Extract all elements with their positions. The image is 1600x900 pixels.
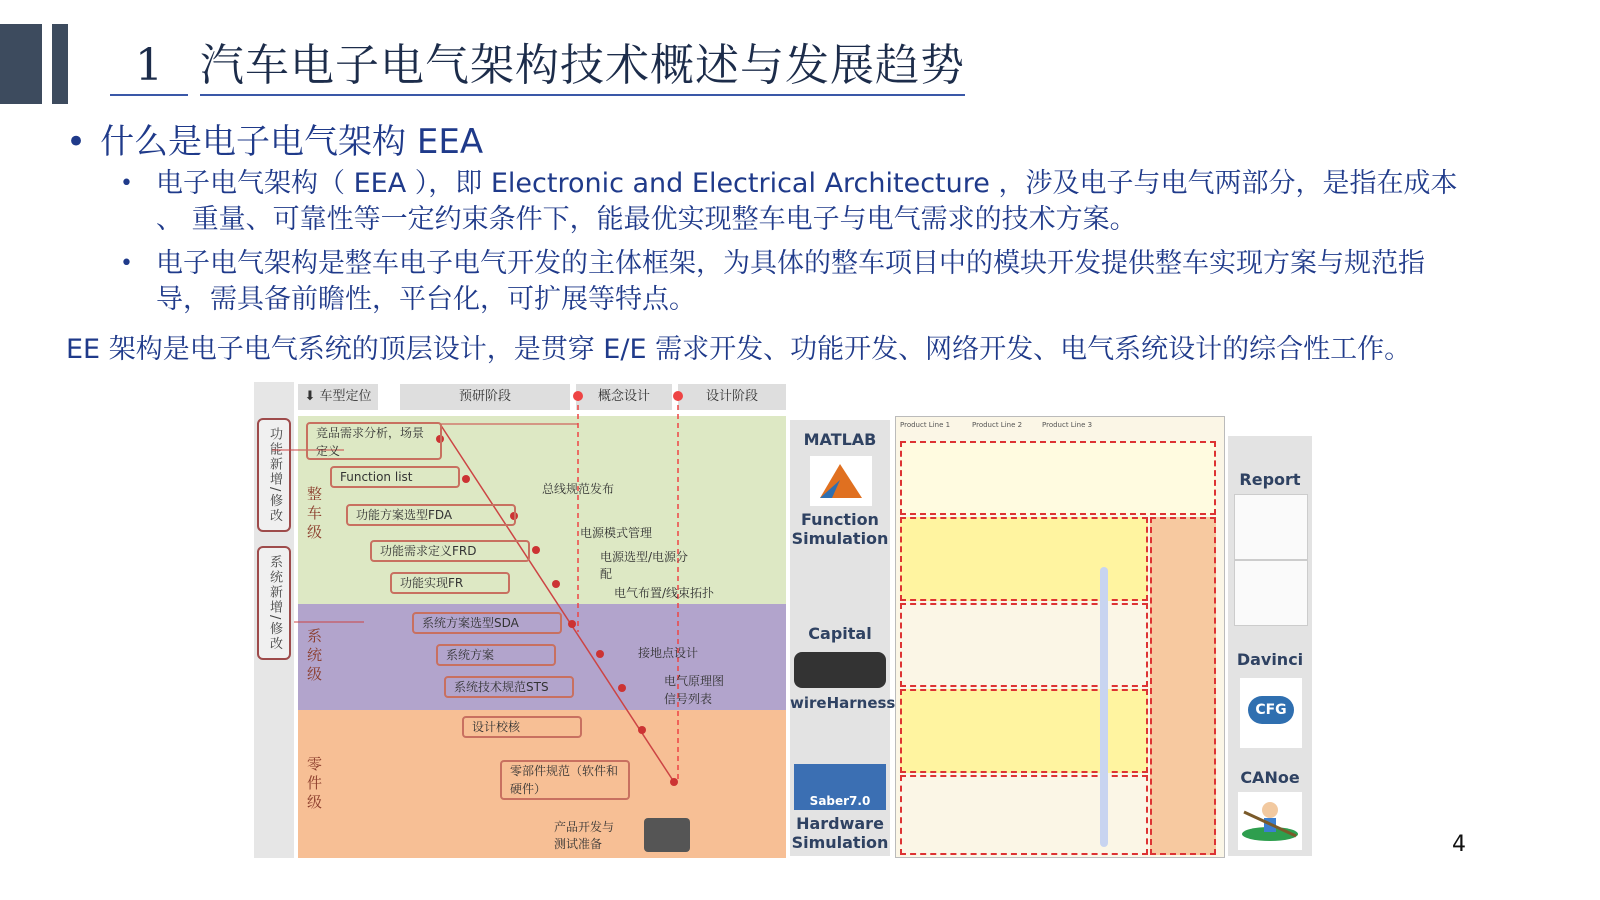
tool-davinci: Davinci — [1236, 650, 1304, 669]
node-product-dev: 产品开发与测试准备 — [554, 820, 615, 851]
section-heading-text: 什么是电子电气架构 EEA — [100, 122, 484, 162]
node-sda: 系统方案选型SDA — [412, 612, 562, 634]
cfg-label: CFG — [1248, 696, 1294, 724]
level-vehicle: 整车级 — [305, 486, 323, 543]
node-function-list: Function list — [330, 466, 460, 488]
note-grounding: 接地点设计 — [638, 646, 699, 660]
tool-column-right — [1228, 436, 1312, 856]
matlab-logo-icon — [810, 456, 872, 506]
tool-report: Report — [1239, 470, 1301, 489]
node-competitor-analysis: 竞品需求分析，场景定义 — [306, 422, 442, 460]
model-layer-features — [900, 441, 1216, 515]
level-system: 系统级 — [305, 628, 323, 685]
bullet-framework — [120, 246, 1556, 318]
phase-concept: 概念设计 — [576, 384, 672, 410]
node-sts: 系统技术规范STS — [444, 676, 574, 698]
tab-product-line-3: Product Line 3 — [1042, 421, 1093, 429]
phase-design: 设计阶段 — [678, 384, 786, 410]
model-layer-logical — [900, 517, 1148, 601]
bullet-line: 电子电气架构是整车电子电气开发的主体框架，为具体的整车项目中的模块开发提供整车实现方案与规范指 — [156, 248, 1425, 279]
bullet-definition — [120, 166, 1556, 238]
header-decor-bar — [0, 24, 42, 104]
capital-logo-icon — [794, 652, 886, 688]
saber-logo-icon — [794, 764, 886, 810]
model-layer-communication — [1150, 517, 1216, 855]
node-fr: 功能实现FR — [390, 572, 510, 594]
page-title: 汽车电子电气架构技术概述与发展趋势 — [200, 38, 965, 96]
node-part-spec: 零部件规范（软件和硬件） — [500, 760, 630, 800]
phase-research: 预研阶段 — [400, 384, 570, 410]
product-image — [644, 818, 690, 852]
tool-column-left — [790, 420, 896, 856]
section-heading: • 什么是电子电气架构 EEA — [66, 122, 484, 162]
model-layer-software — [900, 603, 1148, 687]
bullet-icon: • — [120, 171, 133, 196]
tab-product-line-2: Product Line 2 — [972, 421, 1023, 429]
model-layer-harness — [900, 775, 1148, 855]
tool-matlab: MATLAB — [803, 430, 877, 449]
node-frd: 功能需求定义FRD — [370, 540, 530, 562]
summary-text: EE 架构是电子电气系统的顶层设计，是贯穿 E/E 需求开发、功能开发、网络开发、电气系统设计的综合性工作。 — [66, 334, 1412, 365]
note-bus-spec: 总线规范发布 — [542, 482, 615, 496]
note-power-select: 电源选型/电源分配 — [600, 550, 689, 581]
tab-product-line-1: Product Line 1 — [900, 421, 951, 429]
side-box-function: 功能新增/修改 — [257, 418, 291, 532]
node-system-plan: 系统方案 — [436, 644, 556, 666]
note-power-mode: 电源模式管理 — [580, 526, 653, 540]
note-layout: 电气布置/线束拓扑 — [614, 586, 715, 600]
tool-wireharness: wireHarness — [790, 694, 896, 712]
page-number: 4 — [1452, 832, 1466, 857]
tool-hardware-sim: Hardware Simulation — [791, 814, 889, 852]
note-signal-list: 信号列表 — [664, 692, 713, 706]
davinci-cfg-icon — [1240, 678, 1302, 748]
architecture-model-panel — [895, 416, 1225, 858]
report-thumbnail — [1234, 560, 1308, 626]
bullet-line: 电子电气架构（ EEA ），即 Electronic and Electrical Architecture ，涉及电子与电气两部分，是指在成本 — [156, 168, 1458, 199]
section-number: 1 — [110, 38, 188, 96]
header-decor-bar-thin — [52, 24, 68, 104]
side-box-system: 系统新增/修改 — [257, 546, 291, 660]
tool-canoe: CANoe — [1240, 768, 1300, 787]
model-connector — [1100, 567, 1108, 847]
note-schematic: 电气原理图 — [664, 674, 725, 688]
bullet-line: 导，需具备前瞻性，平台化，可扩展等特点。 — [156, 284, 696, 315]
tool-function-sim: Function Simulation — [791, 510, 889, 548]
tool-capital: Capital — [808, 624, 872, 643]
level-part: 零件级 — [305, 756, 323, 813]
node-design-check: 设计校核 — [462, 716, 582, 738]
canoe-kayak-icon — [1238, 792, 1302, 850]
bullet-line: 、 重量、可靠性等一定约束条件下，能最优实现整车电子与电气需求的技术方案。 — [156, 204, 1137, 235]
phase-positioning: ⬇ 车型定位 — [298, 384, 378, 410]
bullet-icon: • — [120, 251, 133, 276]
node-fda: 功能方案选型FDA — [346, 504, 516, 526]
report-thumbnail — [1234, 494, 1308, 560]
development-process-diagram — [254, 382, 786, 858]
saber-label: Saber7.0 — [809, 794, 871, 808]
model-layer-hardware — [900, 689, 1148, 773]
